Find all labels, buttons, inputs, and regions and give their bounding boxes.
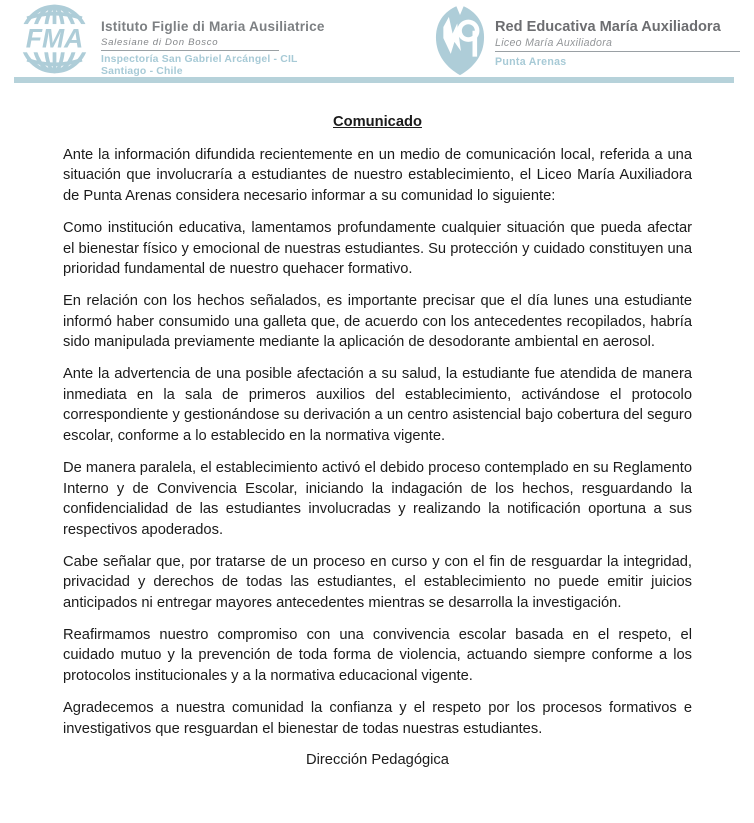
header-accent-bar: [14, 77, 734, 83]
right-org-subtitle: Liceo María Auxiliadora: [495, 37, 613, 49]
left-org-city: Santiago - Chile: [101, 66, 183, 77]
paragraph-facts: En relación con los hechos señalados, es importante precisar que el día lunes una estudiante informó haber consumido una galleta que, de acuerdo con los antecedentes recopilados, habría sido manipulada previamente mediante la aplicación de desodorante ambiental en aerosol.: [63, 292, 692, 351]
letterhead: [0, 0, 754, 90]
right-divider: [495, 51, 740, 52]
document-title: Comunicado: [333, 114, 422, 130]
fma-monogram: FMA: [25, 23, 84, 54]
left-org-name: Istituto Figlie di Maria Ausiliatrice: [101, 19, 325, 34]
left-org-block: [101, 19, 351, 77]
ma-shield-icon: [432, 3, 488, 77]
right-org-name: Red Educativa María Auxiliadora: [495, 19, 721, 35]
paragraph-due-process: De manera paralela, el establecimiento activó el debido proceso contemplado en su Reglamento Interno y de Convivencia Escolar, iniciando la indagación de los hechos, resguardando la confidencialidad de las estudiantes involucradas y realizando la notificación oportuna a sus respectivos apoderados.: [63, 459, 692, 538]
fma-globe-icon: [13, 4, 96, 74]
paragraph-confidentiality: Cabe señalar que, por tratarse de un proceso en curso y con el fin de resguardar la integridad, privacidad y derechos de todas las estudiantes, el establecimiento no puede emitir juicios anticipados ni entregar mayores antecedentes mientras se desarrolla la investigación.: [63, 553, 692, 612]
communique-body: [63, 112, 692, 771]
signature: Dirección Pedagógica: [306, 752, 449, 769]
paragraph-thanks: Agradecemos a nuestra comunidad la confianza y el respeto por los procesos formativos e investigativos que resguardan el bienestar de todas nuestras estudiantes.: [63, 699, 692, 737]
paragraph-medical-response: Ante la advertencia de una posible afectación a su salud, la estudiante fue atendida de manera inmediata en la sala de primeros auxilios del establecimiento, activándose el protocolo correspondiente y gestionándose su derivación a un centro asistencial bajo cobertura del seguro escolar, conforme a lo establecido en la normativa vigente.: [63, 366, 692, 445]
left-org-inspectorate: Inspectoría San Gabriel Arcángel - CIL: [101, 54, 298, 65]
right-org-city: Punta Arenas: [495, 56, 567, 68]
right-org-block: [495, 19, 745, 68]
paragraph-intro: Ante la información difundida recientemente en un medio de comunicación local, referida a una situación que involucraría a estudiantes de nuestro establecimiento, el Liceo María Auxiliadora de Punta Arenas considera necesario informar a su comunidad lo siguiente:: [63, 146, 692, 205]
paragraph-reaffirmation: Reafirmamos nuestro compromiso con una convivencia escolar basada en el respeto, el cuidado mutuo y la prevención de toda forma de violencia, actuando siempre conforme a los protocolos institucionales y a la normativa educacional vigente.: [63, 626, 692, 685]
left-divider: [101, 50, 279, 51]
paragraph-commitment: Como institución educativa, lamentamos profundamente cualquier situación que pueda afectar el bienestar físico y emocional de nuestras estudiantes. Su protección y cuidado constituyen una prioridad fundamental de nuestro quehacer formativo.: [63, 219, 692, 278]
left-org-subtitle: Salesiane di Don Bosco: [101, 37, 219, 48]
